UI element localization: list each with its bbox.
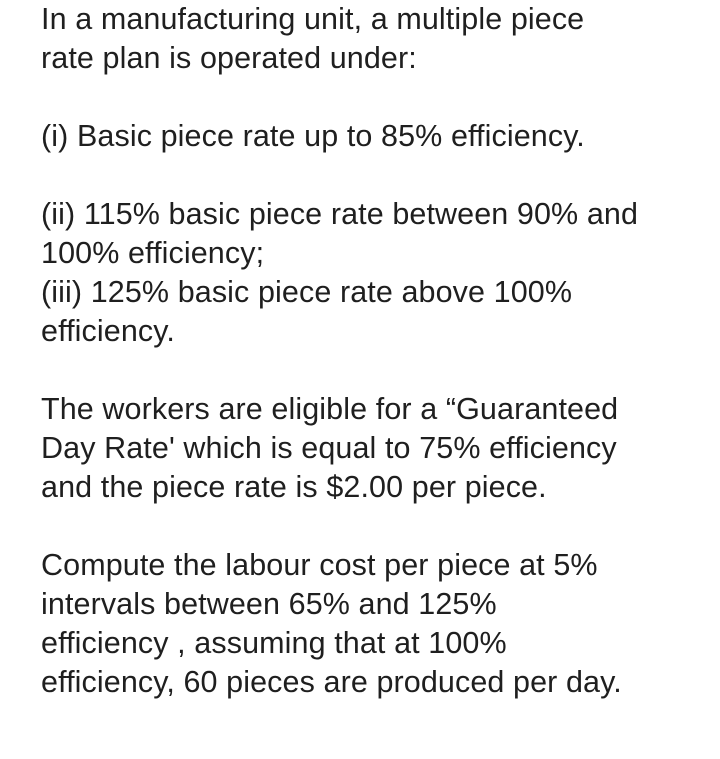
text-line: efficiency. xyxy=(41,314,175,348)
problem-text xyxy=(41,0,691,702)
text-line: and the piece rate is $2.00 per piece. xyxy=(41,470,547,504)
text-line: (ii) 115% basic piece rate between 90% and xyxy=(41,197,639,231)
guaranteed-rate-paragraph xyxy=(41,390,691,507)
text-line: rate plan is operated under: xyxy=(41,41,417,75)
text-line: Compute the labour cost per piece at 5% xyxy=(41,548,598,582)
text-line: The workers are eligible for a “Guaranteed xyxy=(41,392,619,426)
paragraph-gap xyxy=(41,351,691,390)
text-line: efficiency , assuming that at 100% xyxy=(41,626,507,660)
paragraph-gap xyxy=(41,78,691,117)
rule-ii-iii-paragraph xyxy=(41,195,691,351)
text-line: (iii) 125% basic piece rate above 100% xyxy=(41,275,573,309)
text-line: 100% efficiency; xyxy=(41,236,265,270)
text-line: In a manufacturing unit, a multiple piece xyxy=(41,2,585,36)
intro-paragraph xyxy=(41,0,691,78)
paragraph-gap xyxy=(41,156,691,195)
text-line: intervals between 65% and 125% xyxy=(41,587,497,621)
text-line: (i) Basic piece rate up to 85% efficiency. xyxy=(41,119,585,153)
question-paragraph xyxy=(41,546,691,702)
paragraph-gap xyxy=(41,507,691,546)
text-line: efficiency, 60 pieces are produced per day. xyxy=(41,665,622,699)
rule-i-paragraph xyxy=(41,117,691,156)
text-line: Day Rate' which is equal to 75% efficiency xyxy=(41,431,617,465)
